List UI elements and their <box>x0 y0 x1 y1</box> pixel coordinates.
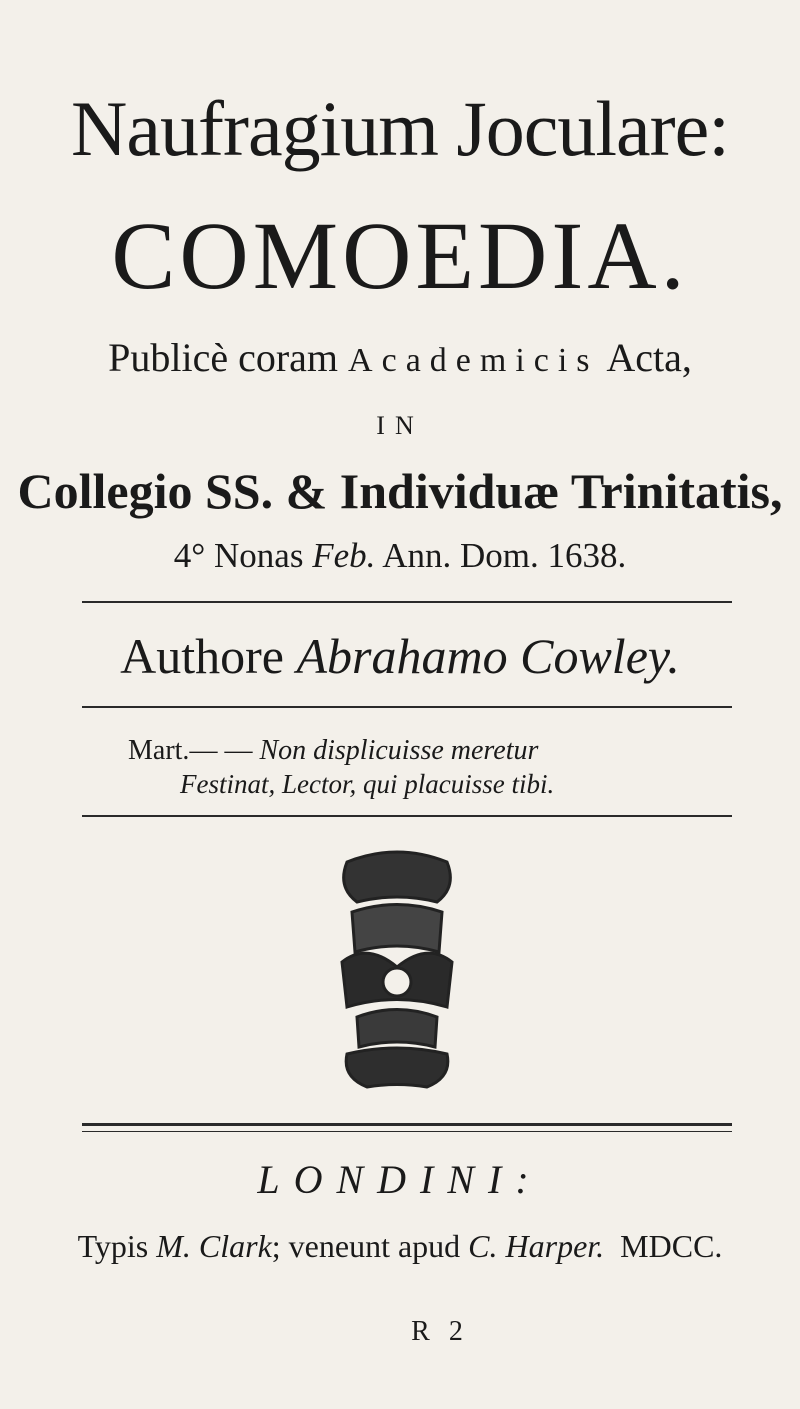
epigraph-source: Mart. <box>128 735 190 766</box>
date-suffix: Ann. Dom. 1638. <box>382 536 627 575</box>
performance-in: IN <box>376 411 424 440</box>
author-name: Abrahamo Cowley. <box>296 628 680 684</box>
imprint-year: MDCC. <box>620 1228 723 1264</box>
imprint-sold: ; veneunt apud <box>271 1228 461 1264</box>
epigraph-festinat: Festinat, <box>180 768 276 799</box>
signature-mark: R 2 <box>411 1316 469 1347</box>
divider-rule <box>82 706 732 708</box>
author-label: Authore <box>120 628 284 684</box>
performance-academicis: Academicis <box>348 342 599 379</box>
performance-acta: Acta, <box>606 335 692 380</box>
book-title: Naufragium Joculare: <box>71 85 729 172</box>
college-name: Collegio SS. & Individuæ Trinitatis, <box>17 463 783 519</box>
epigraph-lector: Lector, <box>282 768 357 799</box>
divider-double-rule <box>82 1123 732 1126</box>
imprint-city: LONDINI: <box>257 1157 543 1202</box>
divider-rule <box>82 815 732 817</box>
printers-ornament-icon <box>327 842 467 1092</box>
epigraph <box>128 734 728 800</box>
epigraph-dash: — — <box>189 735 253 766</box>
author-line <box>0 628 800 684</box>
epigraph-line-1: Non displicuisse meretur <box>259 735 539 766</box>
book-subtitle: COMOEDIA. <box>111 202 689 309</box>
imprint-typis: Typis <box>77 1228 149 1264</box>
divider-rule <box>82 601 732 603</box>
divider-double-rule <box>82 1131 732 1132</box>
performance-date <box>0 538 800 573</box>
date-month: Feb. <box>312 536 376 575</box>
imprint-printer: M. Clark <box>156 1228 272 1264</box>
performance-line <box>0 335 800 380</box>
imprint-seller: C. Harper. <box>468 1228 605 1264</box>
performance-prefix: Publicè coram <box>108 335 339 380</box>
epigraph-rest: qui placuisse tibi. <box>363 768 555 799</box>
date-prefix: 4° Nonas <box>173 536 304 575</box>
imprint-line <box>0 1230 800 1262</box>
